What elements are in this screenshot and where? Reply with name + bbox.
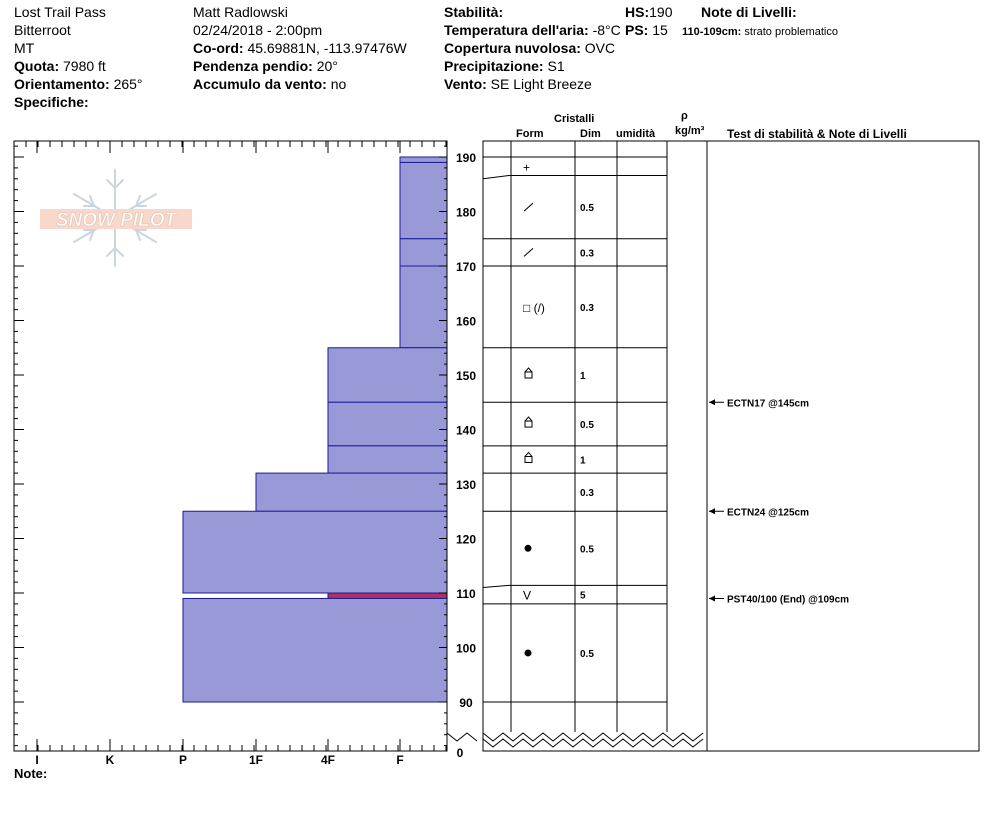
sky-value: OVC bbox=[584, 40, 616, 56]
stability-test-label: ECTN24 @125cm bbox=[727, 507, 810, 519]
height-tick-label: 180 bbox=[455, 205, 477, 220]
grain-dim-label: 1 bbox=[580, 455, 586, 467]
grain-form-facet-icon bbox=[525, 417, 532, 427]
hardness-bar-0 bbox=[400, 157, 447, 162]
slope-value: 20° bbox=[316, 58, 338, 74]
range-name: Bitterroot bbox=[14, 22, 71, 38]
layer-notes-label: Note di Livelli: bbox=[701, 4, 797, 20]
hardness-bar-2 bbox=[400, 239, 447, 266]
grain-dim-label: 0.5 bbox=[580, 420, 594, 432]
notes-label: Note: bbox=[14, 766, 48, 781]
wind-loading-value: no bbox=[330, 76, 347, 92]
aspect-label: Orientamento: bbox=[14, 76, 110, 92]
hardness-tick-label: F bbox=[396, 753, 404, 767]
height-tick-label: 130 bbox=[455, 478, 477, 492]
density-symbol: ρ bbox=[681, 110, 688, 122]
grain-form-label: V bbox=[523, 588, 532, 603]
ps-label: PS: bbox=[625, 22, 649, 38]
grain-form-label: + bbox=[523, 160, 531, 175]
aspect-value: 265° bbox=[113, 76, 143, 92]
hardness-bar-7 bbox=[256, 473, 447, 511]
moisture-header: umidità bbox=[616, 128, 656, 140]
hs-value: 190 bbox=[649, 4, 673, 20]
dim-header: Dim bbox=[580, 128, 601, 140]
layer-note-text: strato problematico bbox=[744, 26, 838, 38]
height-tick-label: 170 bbox=[455, 260, 477, 274]
hardness-tick-label: I bbox=[35, 753, 39, 767]
hardness-bar-4 bbox=[328, 348, 447, 403]
hardness-bar-10 bbox=[183, 598, 447, 702]
height-tick-label: 140 bbox=[455, 423, 477, 438]
form-header: Form bbox=[516, 128, 544, 140]
layer-note-range: 110-109cm: bbox=[682, 26, 742, 38]
facet-box bbox=[525, 421, 532, 427]
hardness-bar-3 bbox=[400, 266, 447, 348]
coord-value: 45.69881N, -113.97476W bbox=[247, 40, 407, 56]
grain-dim-label: 5 bbox=[580, 590, 586, 602]
hardness-bar-9 bbox=[328, 593, 447, 598]
grain-dim-label: 0.5 bbox=[580, 203, 594, 215]
ps-value: 15 bbox=[652, 22, 668, 38]
snowpilot-logo bbox=[40, 170, 192, 266]
hardness-bar-1 bbox=[400, 162, 447, 238]
height-tick-label: 150 bbox=[455, 369, 477, 383]
observation-datetime: 02/24/2018 - 2:00pm bbox=[193, 22, 323, 38]
facet-box bbox=[525, 372, 532, 378]
hardness-bar-5 bbox=[328, 402, 447, 446]
stability-test-arrowhead bbox=[709, 595, 715, 601]
air-temp-label: Temperatura dell'aria: bbox=[444, 22, 589, 38]
hardness-tick-label: 4F bbox=[320, 753, 336, 767]
facet-roof bbox=[525, 417, 532, 421]
wind-loading-label: Accumulo da vento: bbox=[193, 76, 327, 92]
facet-roof bbox=[525, 452, 532, 456]
grain-form-facet-icon bbox=[525, 452, 532, 462]
grain-dim-label: 0.5 bbox=[580, 544, 594, 556]
stability-test-label: ECTN17 @145cm bbox=[727, 398, 810, 410]
grain-form-rounded-icon bbox=[525, 649, 532, 656]
height-tick-label: 90 bbox=[459, 696, 473, 710]
grain-form-label: □ (/) bbox=[523, 300, 545, 315]
stability-label: Stabilità: bbox=[444, 4, 504, 20]
zigzag-break bbox=[447, 733, 477, 741]
facet-box bbox=[525, 456, 532, 462]
grain-dim-label: 0.3 bbox=[580, 488, 594, 500]
density-unit: kg/m³ bbox=[675, 125, 705, 137]
facet-roof bbox=[525, 368, 532, 372]
crystals-header: Cristalli bbox=[554, 113, 595, 125]
state-name: MT bbox=[14, 40, 35, 56]
observer-name: Matt Radlowski bbox=[193, 4, 288, 20]
depth-connector bbox=[483, 176, 511, 179]
grain-form-precip-particle-icon bbox=[524, 248, 533, 256]
wind-value: SE Light Breeze bbox=[490, 76, 592, 92]
height-tick-label: 110 bbox=[456, 587, 476, 601]
grain-form-precip-particle-icon bbox=[524, 203, 533, 211]
precip-label: Precipitazione: bbox=[444, 58, 544, 74]
height-tick-label: 190 bbox=[455, 151, 477, 165]
hs-label: HS: bbox=[625, 4, 650, 20]
elevation-value: 7980 ft bbox=[63, 58, 106, 74]
sky-label: Copertura nuvolosa: bbox=[444, 40, 581, 56]
zigzag-break bbox=[483, 733, 703, 741]
grain-dim-label: 1 bbox=[580, 371, 586, 382]
logo-text: SNOW PILOT bbox=[55, 210, 177, 231]
stability-test-label: PST40/100 (End) @109cm bbox=[727, 594, 850, 606]
wind-label: Vento: bbox=[444, 76, 487, 92]
height-tick-label: 120 bbox=[455, 532, 477, 547]
elevation-label: Quota: bbox=[14, 58, 60, 74]
stability-test-arrowhead bbox=[709, 508, 715, 514]
air-temp-value: -8°C bbox=[592, 22, 621, 38]
zero-label: 0 bbox=[456, 746, 464, 760]
slope-label: Pendenza pendio: bbox=[193, 58, 313, 74]
grain-form-facet-icon bbox=[525, 368, 532, 378]
tests-notes-header: Test di stabilità & Note di Livelli bbox=[727, 127, 907, 141]
depth-connector bbox=[483, 585, 511, 587]
zigzag-break bbox=[483, 739, 703, 747]
hardness-tick-label: 1F bbox=[248, 753, 264, 767]
hardness-bar-6 bbox=[328, 446, 447, 473]
height-tick-label: 100 bbox=[455, 641, 477, 656]
hardness-tick-label: P bbox=[178, 753, 188, 767]
grain-dim-label: 0.3 bbox=[580, 302, 594, 314]
specifics-label: Specifiche: bbox=[14, 94, 89, 110]
hardness-bar-8 bbox=[183, 511, 447, 593]
height-tick-label: 160 bbox=[455, 314, 477, 329]
grain-dim-label: 0.3 bbox=[580, 248, 594, 260]
coord-label: Co-ord: bbox=[193, 40, 244, 56]
grain-dim-label: 0.5 bbox=[580, 648, 594, 660]
hardness-tick-label: K bbox=[105, 753, 115, 767]
location-name: Lost Trail Pass bbox=[14, 4, 106, 20]
precip-value: S1 bbox=[547, 58, 565, 74]
grain-form-rounded-icon bbox=[525, 545, 532, 552]
stability-test-arrowhead bbox=[709, 399, 715, 405]
